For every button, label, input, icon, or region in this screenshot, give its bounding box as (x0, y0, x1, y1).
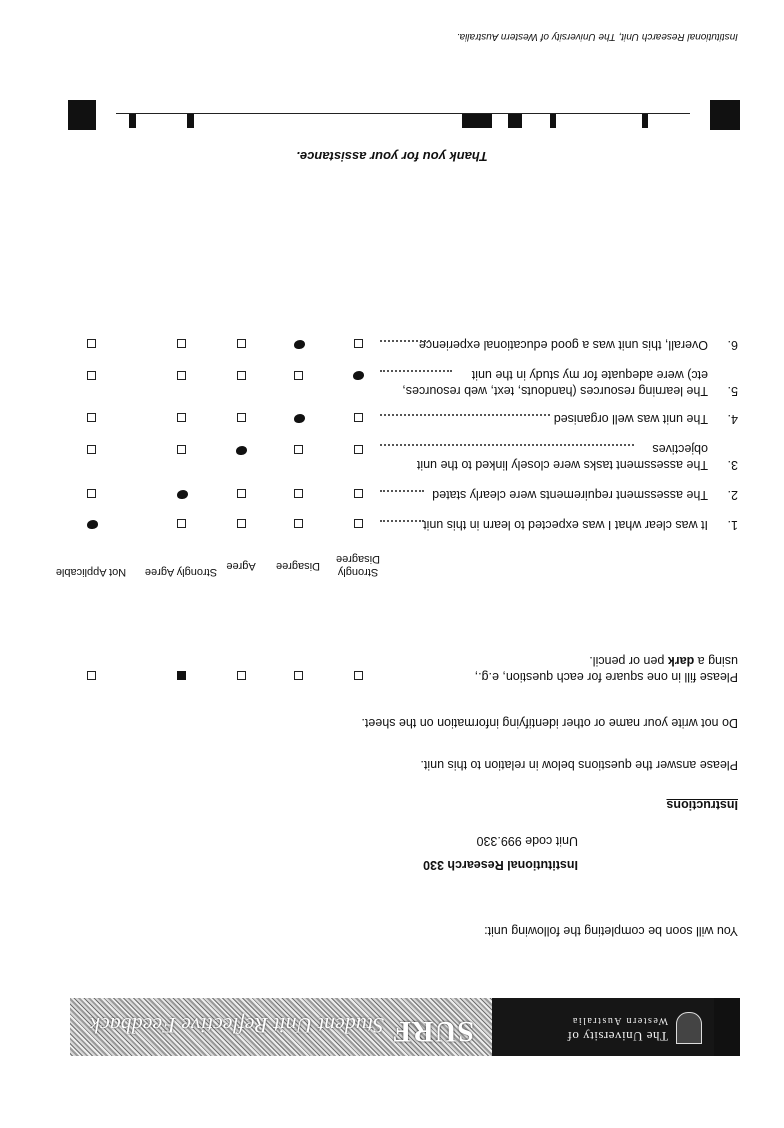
answer-box-strongly-agree[interactable] (177, 339, 186, 348)
answer-box-not-applicable[interactable] (87, 445, 96, 454)
timing-mark (508, 114, 522, 128)
answer-mark-strongly-disagree[interactable] (353, 371, 364, 380)
answer-box-not-applicable[interactable] (87, 489, 96, 498)
question-number: 1. (727, 518, 738, 532)
answer-box-agree[interactable] (237, 519, 246, 528)
leader-dots (380, 414, 550, 416)
header-not-applicable: Not Applicable (55, 566, 127, 578)
answer-mark-disagree[interactable] (294, 414, 305, 423)
answer-mark-strongly-agree[interactable] (177, 490, 188, 499)
banner-logo-panel (492, 998, 714, 1056)
answer-box-disagree[interactable] (294, 489, 303, 498)
question-number: 3. (727, 458, 738, 472)
footer-text: Institutional Research Unit, The University of Western Australia. (456, 31, 738, 42)
question-number: 2. (727, 488, 738, 502)
registration-mark (68, 100, 96, 130)
answer-box-disagree[interactable] (294, 445, 303, 454)
leader-dots (380, 490, 424, 492)
intro-text: You will soon be completing the following unit: (484, 924, 738, 938)
unit-name: Institutional Research 330 (423, 858, 578, 872)
example-box-not-applicable (87, 671, 96, 680)
header-disagree: Disagree (275, 560, 321, 572)
answer-box-strongly-disagree[interactable] (354, 445, 363, 454)
question-text: Overall, this unit was a good educational experience (418, 338, 708, 352)
answer-box-agree[interactable] (237, 489, 246, 498)
answer-mark-agree[interactable] (236, 446, 247, 455)
instructions-line-3: Please fill in one square for each question, e.g., (474, 670, 738, 684)
instructions-dark-word: dark (667, 654, 695, 668)
question-text-continued: objectives (652, 442, 708, 456)
banner-tagline: Student Unit Reflective Feedback (90, 1013, 384, 1038)
answer-box-agree[interactable] (237, 413, 246, 422)
question-number: 6. (727, 338, 738, 352)
university-crest-icon (676, 1012, 702, 1044)
answer-box-agree[interactable] (237, 371, 246, 380)
question-number: 5. (727, 384, 738, 398)
header-strongly-disagree: Strongly Disagree (335, 553, 381, 578)
unit-code: Unit code 999.330 (476, 834, 578, 848)
registration-mark (710, 100, 740, 130)
answer-box-disagree[interactable] (294, 371, 303, 380)
example-box-strongly-disagree (354, 671, 363, 680)
instructions-line-4 (589, 654, 738, 668)
thank-you-message: Thank you for your assistance. (296, 149, 488, 164)
answer-box-strongly-agree[interactable] (177, 519, 186, 528)
question-text: The assessment requirements were clearly stated (432, 488, 708, 502)
header-banner (70, 998, 714, 1056)
header-agree: Agree (226, 560, 256, 572)
answer-box-strongly-agree[interactable] (177, 371, 186, 380)
answer-mark-not-applicable[interactable] (87, 520, 98, 529)
header-strongly-agree: Strongly Agree (144, 566, 218, 578)
answer-box-strongly-disagree[interactable] (354, 489, 363, 498)
answer-box-not-applicable[interactable] (87, 371, 96, 380)
leader-dots (380, 444, 634, 446)
answer-box-not-applicable[interactable] (87, 413, 96, 422)
instructions-line-1: Please answer the questions below in relation to this unit. (420, 758, 738, 772)
university-location: Western Australia (571, 1015, 668, 1026)
instructions-heading: Instructions (666, 798, 738, 812)
answer-box-strongly-disagree[interactable] (354, 339, 363, 348)
question-text: The assessment tasks were closely linked to the unit (416, 458, 708, 472)
answer-box-strongly-agree[interactable] (177, 413, 186, 422)
example-box-disagree (294, 671, 303, 680)
question-number: 4. (727, 412, 738, 426)
answer-box-disagree[interactable] (294, 519, 303, 528)
question-text: The unit was well organised (553, 412, 708, 426)
instructions-line-4-post: pen or pencil. (589, 654, 668, 668)
question-text: It was clear what I was expected to learn in this unit (423, 518, 708, 532)
instructions-line-4-pre: using a (694, 654, 738, 668)
footer-rule (116, 113, 690, 114)
leader-dots (380, 370, 452, 372)
answer-box-strongly-agree[interactable] (177, 445, 186, 454)
timing-mark (462, 114, 492, 128)
question-text-continued: etc) were adequate for my study in the unit (471, 368, 708, 382)
answer-box-agree[interactable] (237, 339, 246, 348)
timing-mark (187, 114, 194, 128)
question-text: The learning resources (handouts, text, web resources, (402, 384, 708, 398)
leader-dots (380, 520, 424, 522)
example-box-strongly-agree (177, 671, 186, 680)
leader-dots (380, 340, 430, 342)
timing-mark (642, 114, 648, 128)
answer-box-strongly-disagree[interactable] (354, 413, 363, 422)
instructions-line-2: Do not write your name or other identifying information on the sheet. (361, 716, 738, 730)
answer-box-not-applicable[interactable] (87, 339, 96, 348)
registration-mark (714, 998, 740, 1056)
example-box-agree (237, 671, 246, 680)
answer-box-strongly-disagree[interactable] (354, 519, 363, 528)
timing-mark (129, 114, 136, 128)
surf-logo: SURF (391, 1015, 474, 1048)
answer-mark-disagree[interactable] (294, 340, 305, 349)
university-name: The University of (567, 1029, 668, 1044)
timing-mark (550, 114, 556, 128)
